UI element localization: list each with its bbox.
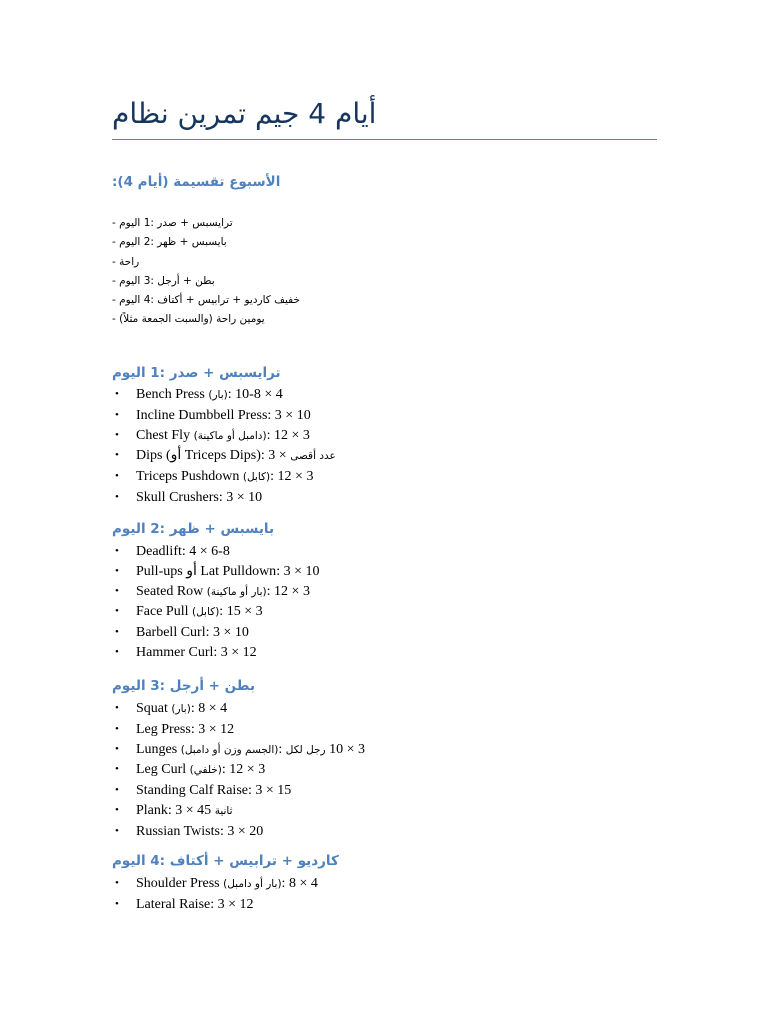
exercise-item <box>112 699 365 720</box>
exercise-note: أو Lat Pulldown <box>186 563 277 579</box>
exercise-name: Chest Fly <box>136 427 191 443</box>
exercise-sets: : 3 × 12 <box>210 896 254 912</box>
bullet-icon: • <box>115 408 119 421</box>
bullet-icon: • <box>115 897 119 910</box>
day-2-heading: بايسبس + ظهر :2 اليوم <box>112 521 275 537</box>
exercise-note: (بار أو دامبل) <box>223 878 282 890</box>
split-line: - (والسبت الجمعة مثلاً) يومين راحة <box>112 313 265 326</box>
exercise-name: Leg Press <box>136 721 191 737</box>
exercise-item <box>112 801 365 822</box>
split-line: - خفيف كارديو + ترابيس + أكتاف :4 اليوم <box>112 294 300 307</box>
bullet-icon: • <box>115 490 119 503</box>
exercise-name: Leg Curl <box>136 762 187 778</box>
exercise-note: (الجسم وزن أو دامبل) <box>180 743 279 756</box>
exercise-name: Plank <box>136 802 168 818</box>
exercise-sets: : 3 × 12 <box>213 644 257 660</box>
exercise-name: Pull-ups <box>136 563 183 579</box>
exercise-item <box>112 602 319 623</box>
exercise-name: Standing Calf Raise <box>136 783 248 799</box>
exercise-sets: : 3 × 12 <box>190 721 235 737</box>
bullet-icon: • <box>115 645 119 658</box>
bullet-icon: • <box>115 564 119 577</box>
bullet-icon: • <box>115 605 119 618</box>
title-underline <box>112 139 657 140</box>
exercise-item <box>112 488 336 508</box>
exercise-note: (بار) <box>208 389 228 401</box>
exercise-note: (خلفي) <box>189 764 222 777</box>
exercise-note: (أو Triceps Dips) <box>165 448 261 464</box>
exercise-sets: : 3 × 15 <box>248 783 292 799</box>
exercise-item <box>112 781 365 801</box>
bullet-icon: • <box>115 763 119 776</box>
exercise-item <box>112 643 319 663</box>
exercise-item <box>112 874 318 895</box>
exercise-extra: ثانية <box>214 804 233 817</box>
bullet-icon: • <box>115 877 119 889</box>
exercise-note: (بار) <box>171 703 191 715</box>
split-line: - ترايسبس + صدر :1 اليوم <box>112 217 233 229</box>
day-4-exercise-list <box>112 874 318 915</box>
exercise-item <box>112 542 319 562</box>
exercise-item <box>112 720 365 740</box>
exercise-name: Squat <box>136 701 168 716</box>
exercise-extra: رجل لكل <box>285 743 326 756</box>
day-1-heading: ترايسبس + صدر :1 اليوم <box>112 365 281 381</box>
bullet-icon: • <box>115 545 119 557</box>
exercise-note: (بار أو ماكينة) <box>206 585 267 598</box>
exercise-name: Bench Press <box>136 387 205 402</box>
exercise-name: Hammer Curl <box>136 644 214 660</box>
weekly-split-heading: :(أيام 4) الأسبوع تقسيمة <box>112 174 281 190</box>
exercise-item <box>112 760 365 781</box>
exercise-sets: : 4 × 6-8 <box>181 544 230 559</box>
exercise-sets: : 4 × 8 <box>190 701 228 716</box>
exercise-name: Lateral Raise <box>136 896 211 912</box>
exercise-sets: : 3 × 15 <box>219 604 263 620</box>
bullet-icon: • <box>115 449 119 462</box>
day-2-exercise-list <box>112 542 319 663</box>
bullet-icon: • <box>115 742 119 755</box>
bullet-icon: • <box>115 584 119 597</box>
exercise-note: (كابل) <box>242 471 271 484</box>
exercise-sets: : 3 × <box>260 448 287 464</box>
exercise-name: Lunges <box>136 741 178 757</box>
bullet-icon: • <box>115 722 119 735</box>
exercise-item <box>112 822 365 842</box>
bullet-icon: • <box>115 784 119 797</box>
exercise-sets: : 3 × 12 <box>266 583 310 599</box>
exercise-name: Deadlift <box>136 544 182 559</box>
bullet-icon: • <box>115 824 119 837</box>
exercise-name: Face Pull <box>136 604 189 620</box>
exercise-sets: : 3 × 10 <box>218 489 263 505</box>
exercise-note: (دامبل أو ماكينة) <box>193 429 267 442</box>
exercise-note: (كابل) <box>192 606 220 619</box>
exercise-name: Russian Twists <box>136 823 220 839</box>
exercise-sets: : 3 × 10 <box>205 625 249 641</box>
bullet-icon: • <box>115 428 119 441</box>
exercise-sets: : 3 × 20 <box>219 823 264 839</box>
day-3-heading: بطن + أرجل :3 اليوم <box>112 678 256 694</box>
day-3-exercise-list <box>112 699 365 842</box>
exercise-name: Shoulder Press <box>136 876 220 891</box>
exercise-item <box>112 582 319 603</box>
exercise-name: Skull Crushers <box>136 489 219 505</box>
exercise-item <box>112 426 336 447</box>
exercise-name: Seated Row <box>136 583 204 599</box>
split-line: - بايسبس + ظهر :2 اليوم <box>112 236 227 249</box>
exercise-name: Barbell Curl <box>136 625 206 641</box>
exercise-sets: : 3 × 12 <box>221 762 266 778</box>
bullet-icon: • <box>115 626 119 639</box>
exercise-sets: : 3 × 10 <box>276 563 320 579</box>
exercise-item <box>112 623 319 643</box>
exercise-item <box>112 406 336 426</box>
bullet-icon: • <box>115 388 119 400</box>
exercise-item <box>112 740 365 761</box>
exercise-sets: : 3 × 12 <box>270 469 314 485</box>
exercise-sets: : 4 × 8 <box>281 876 318 891</box>
exercise-item <box>112 467 336 488</box>
bullet-icon: • <box>115 702 119 714</box>
exercise-name: Triceps Pushdown <box>136 469 240 485</box>
exercise-item <box>112 562 319 582</box>
exercise-name: Dips <box>136 448 163 464</box>
document-title: أيام 4 جيم تمرين نظام <box>112 97 377 130</box>
exercise-item <box>112 385 336 406</box>
exercise-sets: : 3 × 10 <box>278 741 365 757</box>
day-1-exercise-list <box>112 385 336 508</box>
bullet-icon: • <box>115 803 119 816</box>
exercise-sets: : 3 × 10 <box>267 407 311 423</box>
exercise-sets: : 4 × 8-10 <box>227 387 283 402</box>
day-4-heading: كارديو + ترابيس + أكتاف :4 اليوم <box>112 853 339 869</box>
split-line: - بطن + أرجل :3 اليوم <box>112 274 215 287</box>
exercise-extra: عدد أقصى <box>290 450 336 463</box>
exercise-name: Incline Dumbbell Press <box>136 407 268 423</box>
exercise-sets: : 3 × 45 <box>167 802 212 818</box>
split-line: - راحة <box>112 255 140 268</box>
exercise-item <box>112 895 318 915</box>
weekly-split-list <box>112 214 300 330</box>
exercise-item <box>112 446 336 467</box>
exercise-sets: : 3 × 12 <box>266 427 310 443</box>
bullet-icon: • <box>115 470 119 483</box>
